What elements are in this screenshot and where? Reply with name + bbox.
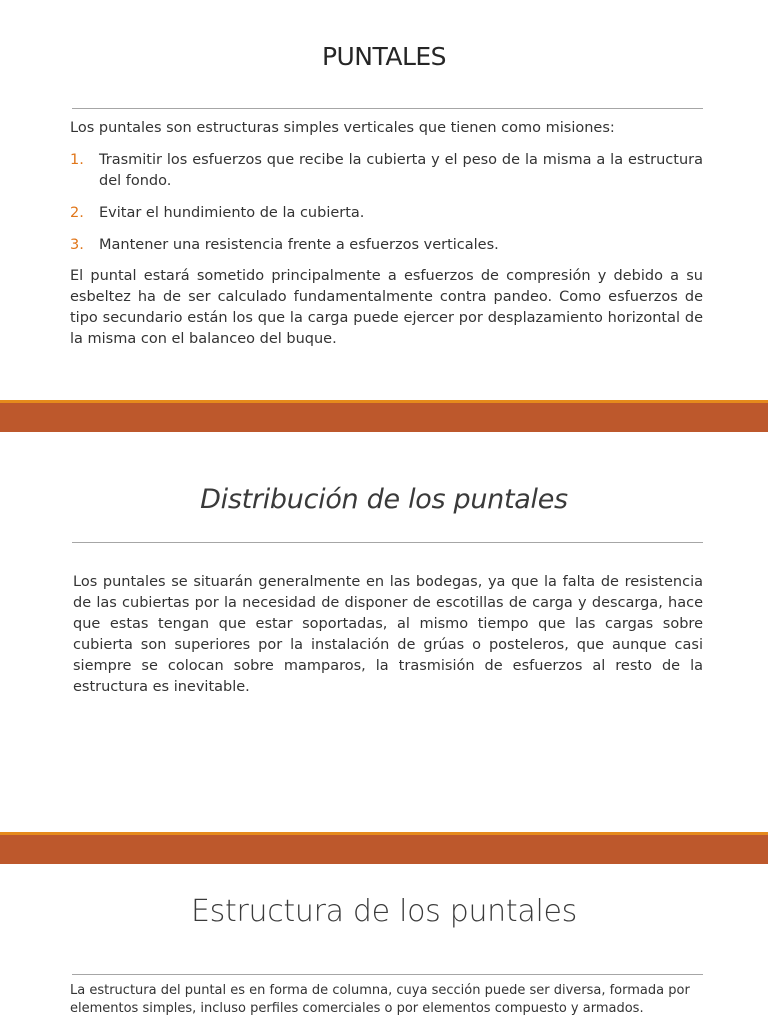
list-number: 2. (70, 205, 84, 221)
missions-list (70, 150, 703, 267)
list-item (70, 150, 703, 192)
title-divider (72, 974, 703, 975)
list-item-text: Trasmitir los esfuerzos que recibe la cubierta y el peso de la misma a la estructura del fondo. (99, 152, 703, 189)
title-divider (72, 542, 703, 543)
list-item-text: Evitar el hundimiento de la cubierta. (99, 205, 365, 221)
list-number: 1. (70, 152, 84, 168)
slide-distribucion (0, 432, 768, 832)
slide-title: Distribución de los puntales (200, 484, 568, 515)
slide-title: PUNTALES (321, 42, 447, 71)
slide-estructura (0, 864, 768, 1024)
slide-separator-band (0, 400, 768, 432)
body-paragraph: Los puntales se situarán generalmente en las bodegas, ya que la falta de resistencia de las cubiertas por la necesidad de disponer de escotillas de carga y descarga, hace que estas tengan que estar soportadas, al mismo tiempo que las cargas sobre cubierta son superiores por la instalación de grúas o posteleros, que aunque casi siempre se colocan sobre mamparos, la trasmisión de esfuerzos al resto de la estructura es inevitable. (73, 574, 703, 695)
intro-text: Los puntales son estructuras simples verticales que tienen como misiones: (70, 120, 615, 136)
slide-title: Estructura de los puntales (191, 894, 577, 929)
list-item (70, 203, 703, 224)
list-number: 3. (70, 237, 84, 253)
list-item-text: Mantener una resistencia frente a esfuerzos verticales. (99, 237, 499, 253)
title-divider (72, 108, 703, 109)
slide-separator-band (0, 832, 768, 864)
list-item (70, 235, 703, 256)
body-paragraph: El puntal estará sometido principalmente a esfuerzos de compresión y debido a su esbeltez ha de ser calculado fundamentalmente contra pandeo. Como esfuerzos de tipo secundario están los que la carga puede ejercer por desplazamiento horizontal de la misma con el balanceo del buque. (70, 268, 703, 347)
slide-puntales (0, 0, 768, 400)
body-paragraph: La estructura del puntal es en forma de columna, cuya sección puede ser diversa, formada por elementos simples, incluso perfiles comerciales o por elementos compuesto y armados. (70, 983, 690, 1016)
